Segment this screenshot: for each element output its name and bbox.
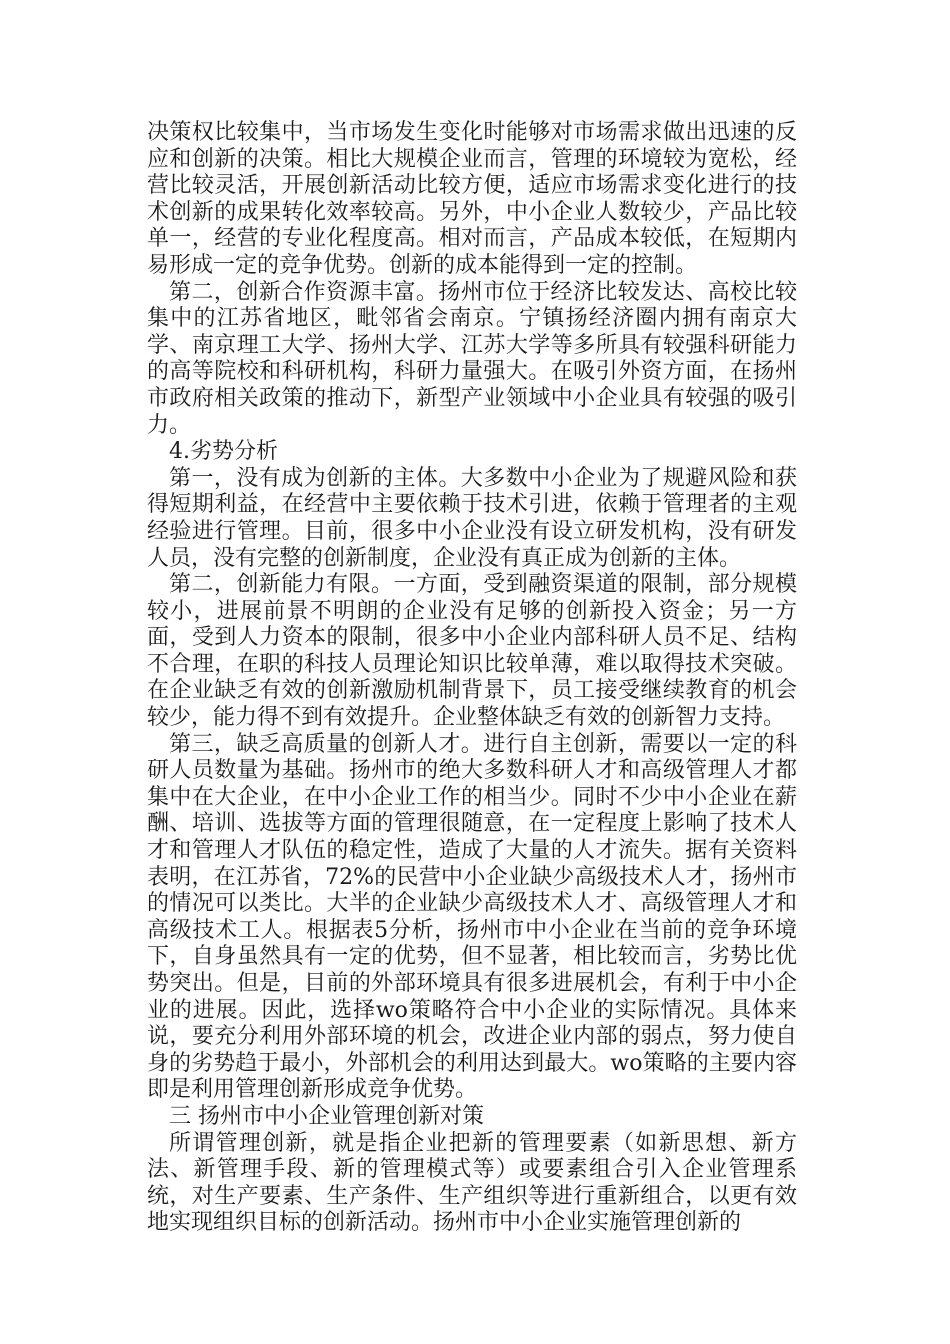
paragraph-weakness-three: 第三，缺乏高质量的创新人才。进行自主创新，需要以一定的科研人员数量为基础。扬州市的绝大多数科研人才和高级管理人才都集中在大企业，在中小企业工作的相当少。同时不少中小企业在薪酬、培训、选拔等方面的管理很随意，在一定程度上影响了技术人才和管理人才队伍的稳定性，造成了大量的人才流失。据有关资料表明，在江苏省，72%的民营中小企业缺少高级技术人才，扬州市的情况可以类比。大半的企业缺少高级技术人才、高级管理人才和高级技术工人。根据表5分析，扬州市中小企业在当前的竞争环境下，自身虽然具有一定的优势，但不显著，相比较而言，劣势比优势突出。但是，目前的外部环境具有很多进展机会，有利于中小企业的进展。因此，选择wo策略符合中小企业的实际情况。具体来说，要充分利用外部环境的机会，改进企业内部的弱点，努力使自身的劣势趋于最小，外部机会的利用达到最大。wo策略的主要内容即是利用管理创新形成竞争优势。 (147, 731, 797, 1103)
paragraph-cooperation-resources: 第二，创新合作资源丰富。扬州市位于经济比较发达、高校比较集中的江苏省地区，毗邻省会南京。宁镇扬经济圈内拥有南京大学、南京理工大学、扬州大学、江苏大学等多所具有较强科研能力的高等院校和科研机构，科研力量强大。在吸引外资方面，在扬州市政府相关政策的推动下，新型产业领域中小企业具有较强的吸引力。 (147, 279, 797, 438)
paragraph-weakness-two: 第二，创新能力有限。一方面，受到融资渠道的限制，部分规模较小，进展前景不明朗的企业没有足够的创新投入资金；另一方面，受到人力资本的限制，很多中小企业内部科研人员不足、结构不合理，在职的科技人员理论知识比较单薄，难以取得技术突破。在企业缺乏有效的创新激励机制背景下，员工接受继续教育的机会较少，能力得不到有效提升。企业整体缺乏有效的创新智力支持。 (147, 572, 797, 731)
paragraph-weakness-one: 第一，没有成为创新的主体。大多数中小企业为了规避风险和获得短期利益，在经营中主要依赖于技术引进，依赖于管理者的主观经验进行管理。目前，很多中小企业没有设立研发机构，没有研发人员，没有完整的创新制度，企业没有真正成为创新的主体。 (147, 465, 797, 571)
section-heading-weakness-analysis: 4.劣势分析 (169, 439, 278, 465)
paragraph-management-innovation: 所谓管理创新，就是指企业把新的管理要素（如新思想、新方法、新管理手段、新的管理模式等）或要素组合引入企业管理系统，对生产要素、生产条件、生产组织等进行重新组合，以更有效地实现组织目标的创新活动。扬州市中小企业实施管理创新的 (147, 1130, 797, 1236)
section-heading-management-innovation: 三 扬州市中小企业管理创新对策 (169, 1103, 484, 1129)
document-page (147, 120, 797, 1237)
paragraph-continuation: 决策权比较集中，当市场发生变化时能够对市场需求做出迅速的反应和创新的决策。相比大规模企业而言，管理的环境较为宽松，经营比较灵活，开展创新活动比较方便，适应市场需求变化进行的技术创新的成果转化效率较高。另外，中小企业人数较少，产品比较单一，经营的专业化程度高。相对而言，产品成本较低，在短期内易形成一定的竞争优势。创新的成本能得到一定的控制。 (147, 120, 797, 278)
